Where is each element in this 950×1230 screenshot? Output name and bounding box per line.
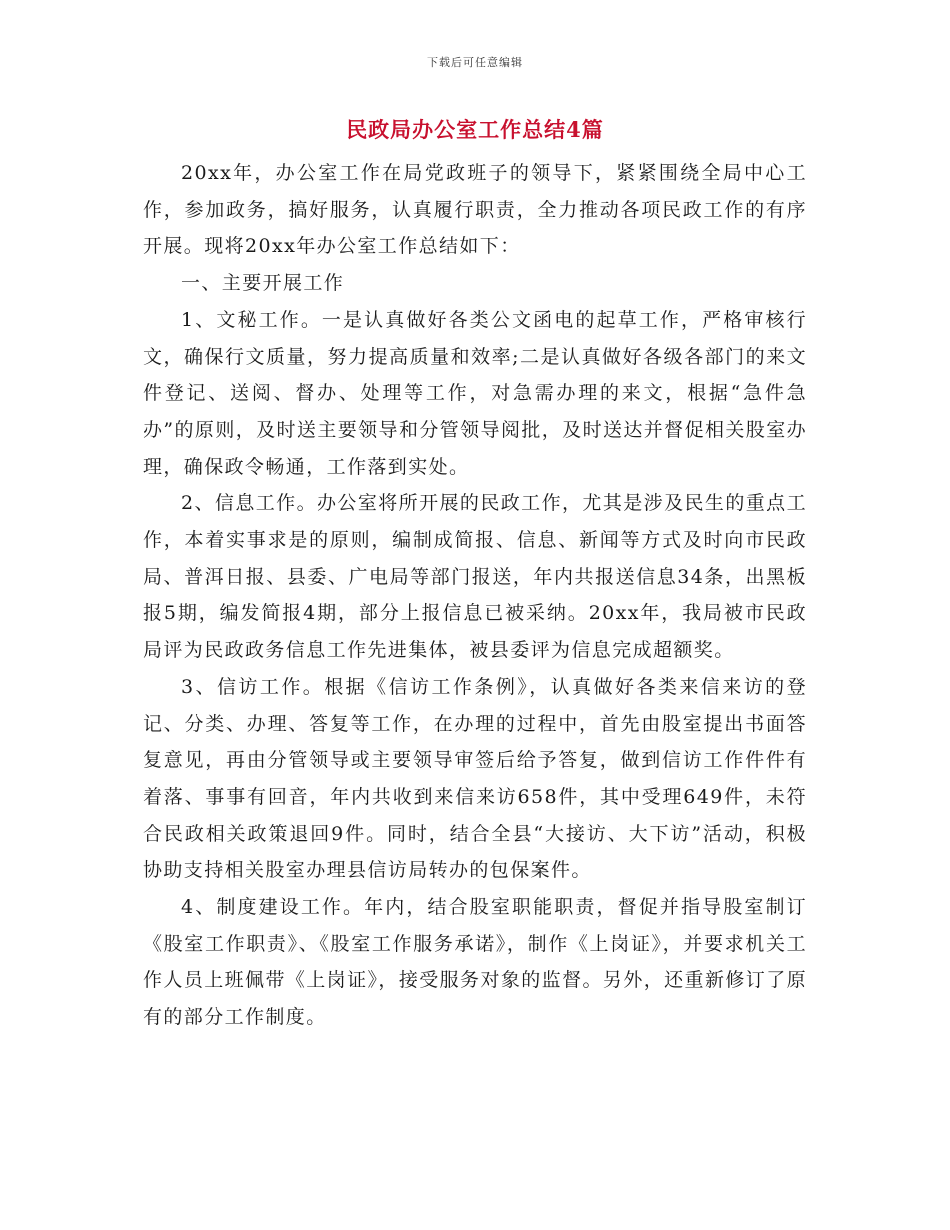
paragraph-petitions: 3、信访工作。根据《信访工作条例》，认真做好各类来信来访的登记、分类、办理、答复等工作，在办理的过程中，首先由股室提出书面答复意见，再由分管领导或主要领导审签后给予答复，做到信访工作件件有着落、事事有回音，年内共收到来信来访658件，其中受理649件，未符合民政相关政策退回9件。同时，结合全县“大接访、大下访”活动，积极协助支持相关股室办理县信访局转办的包保案件。 [143,675,807,882]
document-body [143,155,807,1036]
paragraph-intro: 20xx年，办公室工作在局党政班子的领导下，紧紧围绕全局中心工作，参加政务，搞好服务，认真履行职责，全力推动各项民政工作的有序开展。现将20xx年办公室工作总结如下： [143,162,807,258]
paragraph-secretarial: 1、文秘工作。一是认真做好各类公文函电的起草工作，严格审核行文，确保行文质量，努力提高质量和效率;二是认真做好各级各部门的来文件登记、送阅、督办、处理等工作，对急需办理的来文，根据“急件急办”的原则，及时送主要领导和分管领导阅批，及时送达并督促相关股室办理，确保政令畅通，工作落到实处。 [143,308,807,478]
header-note: 下载后可任意编辑 [427,56,523,69]
document-title: 民政局办公室工作总结4篇 [346,117,604,142]
section-heading: 一、主要开展工作 [181,272,345,295]
paragraph-information: 2、信息工作。办公室将所开展的民政工作，尤其是涉及民生的重点工作，本着实事求是的原则，编制成简报、信息、新闻等方式及时向市民政局、普洱日报、县委、广电局等部门报送，年内共报送信息34条，出黑板报5期，编发简报4期，部分上报信息已被采纳。20xx年，我局被市民政局评为民政政务信息工作先进集体，被县委评为信息完成超额奖。 [143,492,807,662]
paragraph-institution-building: 4、制度建设工作。年内，结合股室职能职责，督促并指导股室制订《股室工作职责》、《股室工作服务承诺》，制作《上岗证》，并要求机关工作人员上班佩带《上岗证》，接受服务对象的监督。另外，还重新修订了原有的部分工作制度。 [143,896,807,1029]
